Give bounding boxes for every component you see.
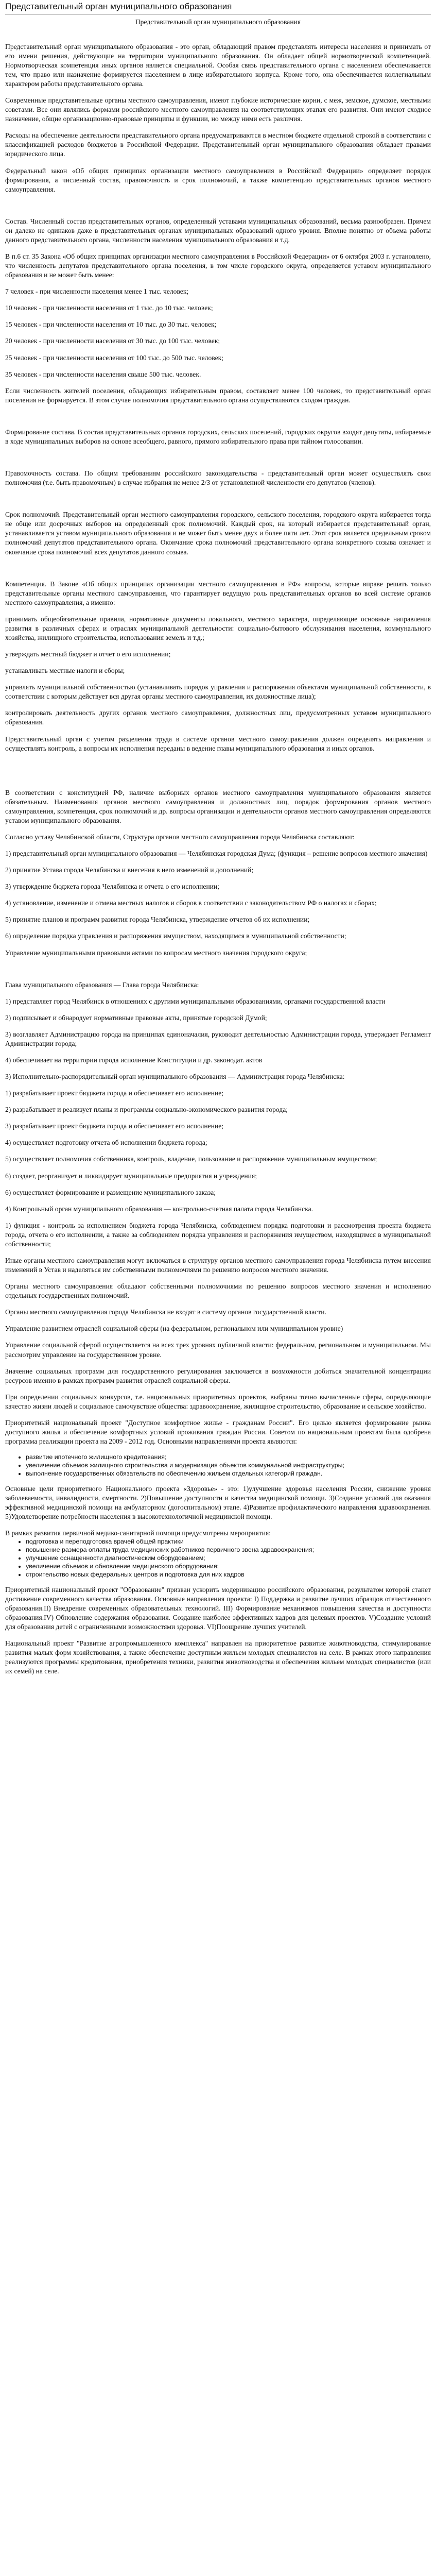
list-item: • выполнение государственных обязательств по обеспечению жильем отдельных категорий граждан. — [26, 1470, 431, 1478]
paragraph: Состав. Численный состав представительных органов, определенный уставами муниципальных образований, весьма разнообразен. Причем он далеко не одинаков даже в представительных органах муниципальных образований одного уровня. Вполне понятно от объема работы данного представительного органа, численности населения муниципального образования и т.д. — [5, 217, 431, 244]
paragraph: 10 человек - при численности населения от 1 тыс. до 10 тыс. человек; — [5, 304, 213, 312]
paragraph: 5) осуществляет полномочия собственника, контроль, владение, пользование и распоряжение муниципальным имуществом; — [5, 1155, 377, 1163]
paragraph: Управление развитием отраслей социальной сферы (на федеральном, региональном или муниципальном уровне) — [5, 1325, 343, 1333]
paragraph: устанавливать местные налоги и сборы; — [5, 667, 125, 675]
paragraph: 3) утверждение бюджета города Челябинска и отчета о его исполнении; — [5, 883, 220, 891]
list-item: • повышение размера оплаты труда медицинских работников первичного звена здравоохранения; — [26, 1546, 431, 1554]
paragraph: Национальный проект "Развитие агропромышленного комплекса" направлен на приоритетное развитие животноводства, стимулирование развития малых форм хозяйствования, а также обеспечение доступным жильем молодых специалистов на селе. В рамках этого направления реализуются программы кредитования, приобретения техники, развития животноводства и обеспечения жильем молодых специалистов (или их семей) на селе. — [5, 1639, 431, 1675]
paragraph: Если численность жителей поселения, обладающих избирательным правом, составляет менее 100 человек, то представительный орган поселения не формируется. В этом случае полномочия представительного органа осуществляются сходом граждан. — [5, 386, 431, 404]
paragraph: 3) возглавляет Администрацию города на принципах единоначалия, руководит деятельностью Администрации города, утверждает Регламент Администрации города; — [5, 1030, 431, 1047]
healthcare-measures-list — [5, 1538, 431, 1579]
paragraph: 3) разрабатывает проект бюджета города и обеспечивает его исполнение; — [5, 1122, 224, 1130]
paragraph: 6) определение порядка управления и распоряжения имуществом, находящимся в муниципальной собственности; — [5, 932, 346, 940]
list-item: • увеличение объемов жилищного строительства и модернизация объектов коммунальной инфраструктуры; — [26, 1462, 431, 1470]
paragraph: утверждать местный бюджет и отчет о его исполнении; — [5, 650, 171, 658]
document-subtitle: Представительный орган муниципального образования — [135, 18, 301, 26]
paragraph: 15 человек - при численности населения от 10 тыс. до 30 тыс. человек; — [5, 320, 217, 329]
paragraph: 2) разрабатывает и реализует планы и программы социально-экономического развития города; — [5, 1106, 288, 1114]
list-item: • развитие ипотечного жилищного кредитования; — [26, 1453, 431, 1462]
paragraph: 7 человек - при численности населения менее 1 тыс. человек; — [5, 287, 189, 296]
paragraph: 35 человек - при численности населения свыше 500 тыс. человек. — [5, 370, 201, 378]
paragraph: Компетенция. В Законе «Об общих принципах организации местного самоуправления в РФ» вопросы, которые вправе решать только представительные органы местного самоуправления, что гарантирует ведущую роль представительных органов во всей системе органов местного самоуправления, а именно: — [5, 580, 431, 606]
paragraph: 4) осуществляет подготовку отчета об исполнении бюджета города; — [5, 1139, 207, 1147]
paragraph: Расходы на обеспечение деятельности представительного органа предусматриваются в местном бюджете отдельной строкой в соответствии с классификацией расходов бюджетов в Российской Федерации. Представительный орган муниципального образования обладает правами юридического лица. — [5, 131, 431, 158]
paragraph: 20 человек - при численности населения от 30 тыс. до 100 тыс. человек; — [5, 337, 220, 345]
paragraph: Правомочность состава. По общим требованиям российского законодательства - представительный орган может осуществлять свои полномочия (т.е. быть правомочным) в случае избрания не менее 2/3 от установленной численности его депутатов (членов). — [5, 469, 431, 487]
paragraph: 4) обеспечивает на территории города исполнение Конституции и др. законодат. актов — [5, 1056, 263, 1064]
page-title: Представительный орган муниципального образования — [5, 1, 431, 14]
paragraph: Управление социальной сферой осуществляется на всех трех уровнях публичной власти: федеральном, региональном и муниципальном. Мы рассмотрим управление на государственном уровне. — [5, 1341, 431, 1359]
paragraph: Органы местного самоуправления обладают собственными полномочиями по решению вопросов местного значения и исполнению отдельных государственных полномочий. — [5, 1282, 431, 1300]
paragraph: Современные представительные органы местного самоуправления, имеют глубокие исторические корни, с меж, земское, думское, местными советами. Все они являлись формами российского местного самоуправления на соответствующих этапах его развития. Они имеют сходное назначение, общие организационно-правовые принципы и функции, но между ними есть различия. — [5, 96, 431, 123]
paragraph: 4) Контрольный орган муниципального образования — контрольно-счетная палата города Челябинска. — [5, 1205, 313, 1213]
paragraph: 1) разрабатывает проект бюджета города и обеспечивает его исполнение; — [5, 1089, 224, 1097]
paragraph: 25 человек - при численности населения от 100 тыс. до 500 тыс. человек; — [5, 353, 224, 362]
paragraph: 1) функция - контроль за исполнением бюджета города Челябинска, соблюдением порядка подготовки и рассмотрения проекта бюджета города, отчета о его исполнении, а также за соблюдением порядка управления и распоряжения имуществом, находящимся в муниципальной собственности; — [5, 1221, 431, 1248]
paragraph: 1) представляет город Челябинск в отношениях с другими муниципальными образованиями, органами государственной власти — [5, 997, 386, 1005]
paragraph: контролировать деятельность других органов местного самоуправления, должностных лиц, предусмотренных уставом муниципального образования. — [5, 709, 431, 726]
housing-project-list — [5, 1453, 431, 1478]
paragraph: В соответствии с конституцией РФ, наличие выборных органов местного самоуправления муниципального образования является обязательным. Наименования органов местного самоуправления и должностных лиц, порядок формирования органов местного самоуправления, компетенция, срок полномочий и др. вопросы организации и деятельности органов местного самоуправления определяются уставом муниципального образования. — [5, 788, 431, 824]
paragraph: 5) принятие планов и программ развития города Челябинска, утверждение отчетов об их исполнении; — [5, 916, 310, 924]
paragraph: Органы местного самоуправления города Челябинска не входят в систему органов государственной власти. — [5, 1308, 326, 1316]
paragraph: Срок полномочий. Представительный орган местного самоуправления городского, сельского поселения, городского округа избирается тогда не обще или досрочных выборов на определенный срок полномочий. Каждый срок, на который избирается представительный орган, устанавливается уставом муниципального образования и не может быть менее двух и более пяти лет. Этот срок является предельным сроком полномочий депутатов представительного органа. Окончание срока полномочий представительного органа конкретного созыва означает и окончание срока полномочий всех депутатов данного созыва. — [5, 511, 431, 556]
paragraph: 6) осуществляет формирование и размещение муниципального заказа; — [5, 1188, 216, 1196]
paragraph: управлять муниципальной собственностью (устанавливать порядок управления и распоряжения объектами муниципальной собственности, в соответствии с которым действует вся другая органы местного самоуправления, их должностные лица); — [5, 683, 431, 701]
paragraph: принимать общеобязательные правила, нормативные документы локального, местного характера, определяющие основные направления развития в различных сферах и отраслях муниципальной деятельности: социально-бытового обслуживания населения, коммунального хозяйства, жилищного строительства, использования земель и т.д.; — [5, 615, 431, 641]
paragraph: Приоритетный национальный проект "Образование" призван ускорить модернизацию российского образования, результатом которой станет достижение современного качества образования. Основные направления проекта: I) Поддержка и развитие лучших образцов отечественного образования.II) Внедрение современных образовательных технологий. III) Формирование механизмов повышения качества и доступности образования.IV) Обновление содержания образования. Создание наиболее эффективных кадров для целевых проектов. V)Создание условий для образования детей с ограниченными возможностями здоровья. VI)Поощрение лучших учителей. — [5, 1585, 431, 1631]
document-page — [0, 1, 436, 1688]
paragraph: 4) установление, изменение и отмена местных налогов и сборов в соответствии с законодательством РФ о налогах и сборах; — [5, 899, 377, 907]
paragraph: Формирование состава. В состав представительных органов городских, сельских поселений, городских округов входят депутаты, избираемые в ходе муниципальных выборов на основе всеобщего, равного, прямого избирательного права при тайном голосовании. — [5, 428, 431, 445]
paragraph: В рамках развития первичной медико-санитарной помощи предусмотрены мероприятия: — [5, 1529, 271, 1537]
list-item: • строительство новых федеральных центров и подготовка для них кадров — [26, 1571, 431, 1579]
paragraph: Управление муниципальными правовыми актами по вопросам местного значения городского округа; — [5, 948, 307, 957]
paragraph: При определении социальных конкурсов, т.е. национальных приоритетных проектов, выбраны точно вычисленные сферы, определяющие качество жизни людей и социальное самочувствие общества: здравоохранение, жилищное строительство, образование и сельское хозяйство. — [5, 1393, 431, 1410]
paragraph: Основные цели приоритетного Национального проекта «Здоровье» - это: 1)улучшение здоровья населения России, снижение уровня заболеваемости, инвалидности, смертности. 2)Повышение доступности и качества медицинской помощи. 3)Создание условий для оказания эффективной медицинской помощи на амбулаторном (догоспитальном) этапе. 4)Развитие профилактического направления здравоохранения. 5)Удовлетворение потребности населения в высокотехнологичной медицинской помощи. — [5, 1484, 431, 1521]
paragraph: Согласно уставу Челябинской области, Структура органов местного самоуправления города Челябинска составляют: — [5, 833, 355, 841]
paragraph: 6) создает, реорганизует и ликвидирует муниципальные предприятия и учреждения; — [5, 1172, 257, 1180]
paragraph: Глава муниципального образования — Глава города Челябинска: — [5, 980, 199, 989]
paragraph: В п.6 ст. 35 Закона «Об общих принципах организации местного самоуправления в Российской Федерации» от 6 октября 2003 г. установлено, что численность депутатов представительного органа поселения, в том числе городского округа, определяется уставом муниципального образования и не может быть менее: — [5, 252, 431, 279]
paragraph: 2) подписывает и обнародует нормативные правовые акты, принятые городской Думой; — [5, 1013, 267, 1022]
paragraph: Представительный орган муниципального образования - это орган, обладающий правом представлять интересы населения и принимать от его имени решения, действующие на территории муниципального образования. Он обладает общей нормотворческой компетенцией. Нормотворческая компетенция иных органов является специальной. Особая связь представительного органа с населением обеспечивается тем, что право или назначение формируется населением в лице избирательного корпуса. Кроме того, она обеспечивается коллегиальным характером работы представительного органа. — [5, 42, 431, 88]
paragraph: Значение социальных программ для государственного регулирования заключается в возможности добиться значительной концентрации ресурсов именно в рамках программ развития отраслей социальной сферы. — [5, 1367, 431, 1384]
list-item: • подготовка и переподготовка врачей общей практики — [26, 1538, 431, 1546]
list-item: • увеличение объемов и обновление медицинского оборудования; — [26, 1563, 431, 1571]
paragraph: 3) Исполнительно-распорядительный орган муниципального образования — Администрация города Челябинска: — [5, 1073, 345, 1081]
paragraph: 2) принятие Устава города Челябинска и внесения в него изменений и дополнений; — [5, 866, 254, 874]
paragraph: Иные органы местного самоуправления могут включаться в структуру органов местного самоуправления города Челябинска путем внесения изменений в Устав и наделяться им собственными полномочиями по решению вопросов местного значения. — [5, 1257, 431, 1274]
paragraph: Федеральный закон «Об общих принципах организации местного самоуправления в Российской Федерации» определяет порядок формирования, а численный состав, правомочность и срок полномочий, а также компетенцию представительных органов местного самоуправления. — [5, 166, 431, 193]
list-item: • улучшение оснащенности диагностическим оборудованием; — [26, 1554, 431, 1563]
paragraph: 1) представительный орган муниципального образования — Челябинская городская Дума; (функция – решение вопросов местного значения) — [5, 850, 428, 858]
paragraph: Приоритетный национальный проект "Доступное комфортное жилье - гражданам России". Его целью является формирование рынка доступного жилья и обеспечение комфортных условий проживания граждан России. Советом по национальным проектам была одобрена программа реализации проекта на 2009 - 2012 год. Основными направлениями проекта являются: — [5, 1418, 431, 1446]
paragraph: Представительный орган с учетом разделения труда в системе органов местного самоуправления должен определять направления и осуществлять контроль, а вопросы их исполнения переданы в ведение главы муниципального образования и иных органов. — [5, 735, 431, 752]
